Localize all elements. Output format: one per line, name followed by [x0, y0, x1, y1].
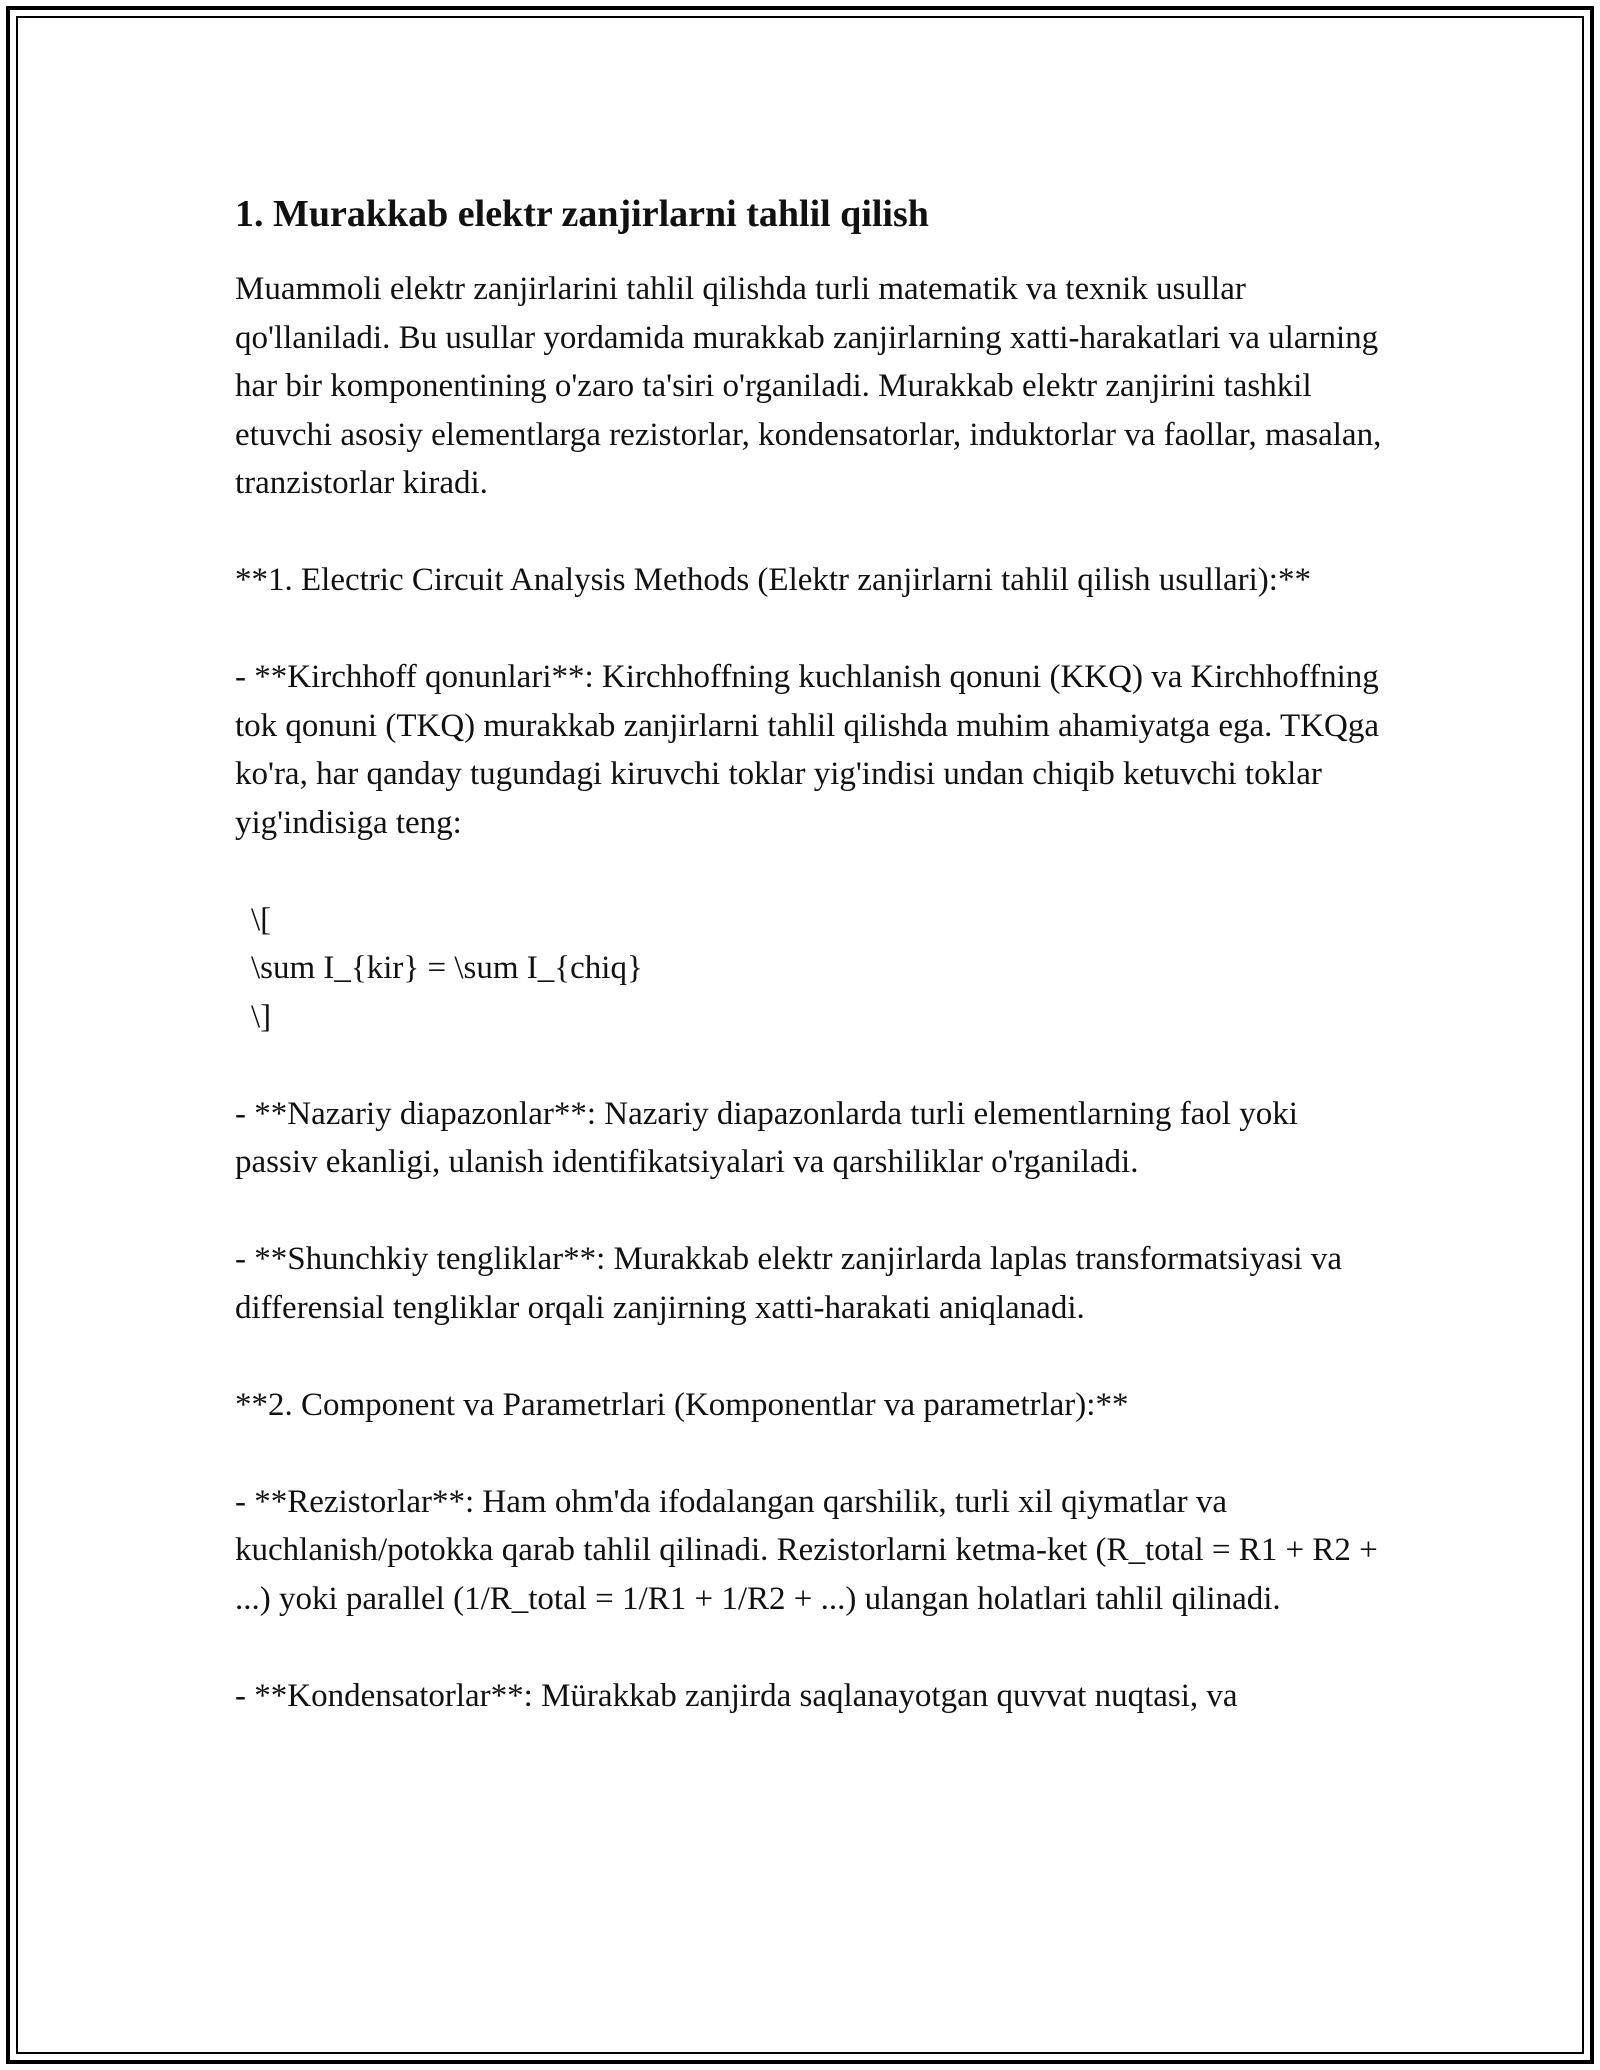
nazariy-paragraph: - **Nazariy diapazonlar**: Nazariy diapazonlarda turli elementlarning faol yoki passiv ekanligi, ulanish identifikatsiyalari va qarshiliklar o'rganiladi.: [235, 1095, 1298, 1180]
spacer: [235, 1623, 1385, 1672]
spacer: [235, 1332, 1385, 1381]
kirchhoff-paragraph: - **Kirchhoff qonunlari**: Kirchhoffning kuchlanish qonuni (KKQ) va Kirchhoffning tok qonuni (TKQ) murakkab zanjirlarni tahlil qilishda muhim ahamiyatga ega. TKQga ko'ra, har qanday tugundagi kiruvchi toklar yig'indisi undan chiqib ketuvchi toklar yig'indisiga teng:: [235, 659, 1380, 841]
document-body: [235, 185, 1385, 1720]
shunchkiy-paragraph: - **Shunchkiy tengliklar**: Murakkab elektr zanjirlarda laplas transformatsiyasi va differensial tengliklar orqali zanjirning xatti-harakati aniqlanadi.: [235, 1241, 1342, 1326]
spacer: [235, 508, 1385, 557]
section-2-heading: **2. Component va Parametrlari (Komponentlar va parametrlar):**: [235, 1386, 1129, 1423]
rezistorlar-paragraph: - **Rezistorlar**: Ham ohm'da ifodalangan qarshilik, turli xil qiymatlar va kuchlanish/potokka qarab tahlil qilinadi. Rezistorlarni ketma-ket (R_total = R1 + R2 + ...) yoki parallel (1/R_total = 1/R1 + 1/R2 + ...) ulangan holatlari tahlil qilinadi.: [235, 1483, 1378, 1617]
formula-body: \sum I_{kir} = \sum I_{chiq}: [251, 950, 643, 986]
kondensatorlar-paragraph: - **Kondensatorlar**: Mürakkab zanjirda saqlanayotgan quvvat nuqtasi, va: [235, 1677, 1238, 1714]
section-1-heading: **1. Electric Circuit Analysis Methods (Elektr zanjirlarni tahlil qilish usullari):**: [235, 562, 1311, 598]
intro-paragraph: Muammoli elektr zanjirlarini tahlil qilishda turli matematik va texnik usullar qo'llaniladi. Bu usullar yordamida murakkab zanjirlarning xatti-harakatlari va ularning har bir komponentining o'zaro ta'siri o'rganiladi. Murakkab elektr zanjirini tashkil etuvchi asosiy elementlarga rezistorlar, kondensatorlar, induktorlar va faollar, masalan, tranzistorlar kiradi.: [235, 271, 1382, 501]
formula-close: \]: [251, 998, 272, 1035]
formula-open: \[: [251, 901, 272, 938]
page-title: 1. Murakkab elektr zanjirlarni tahlil qilish: [235, 193, 929, 235]
spacer: [235, 1041, 1385, 1090]
spacer: [235, 1187, 1385, 1236]
spacer: [235, 605, 1385, 654]
spacer: [235, 847, 1385, 896]
spacer: [235, 1429, 1385, 1478]
